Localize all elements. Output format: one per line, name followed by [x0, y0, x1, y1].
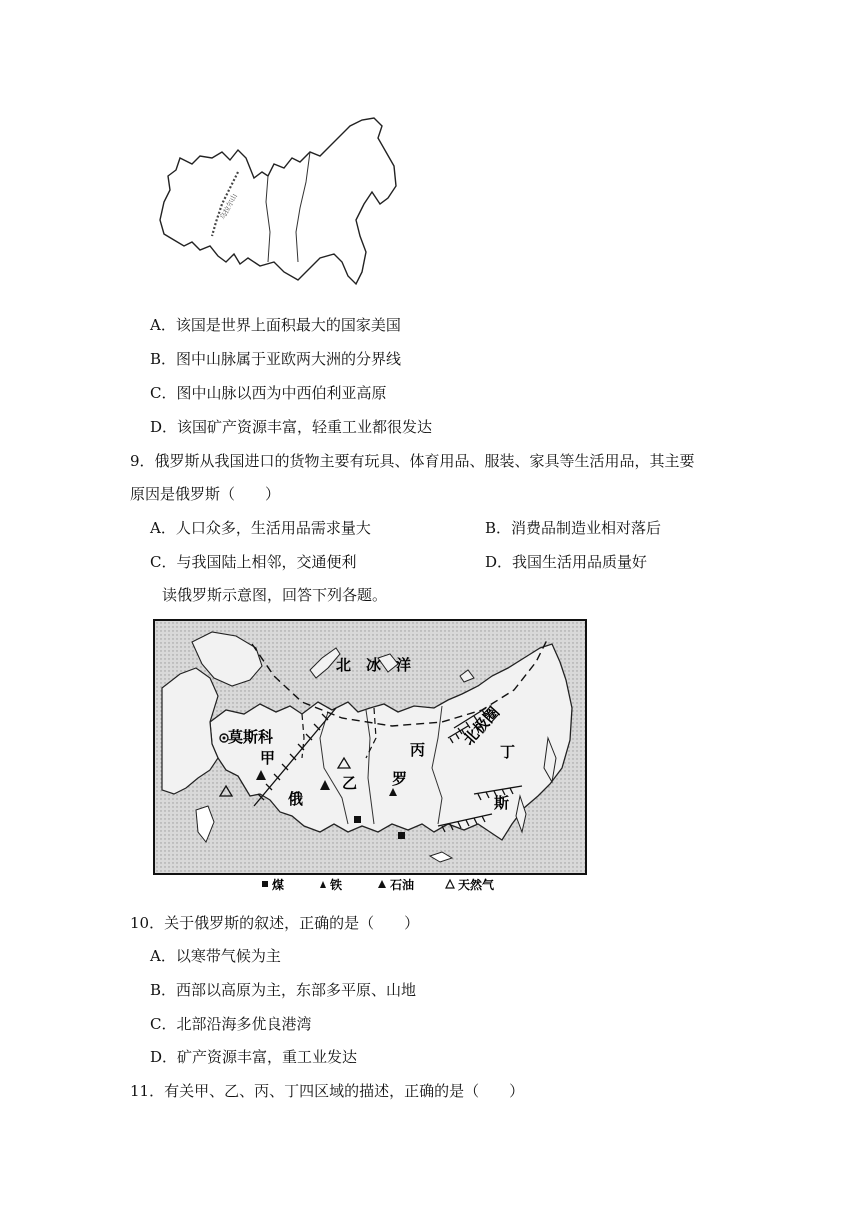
label-bing: 丙 [410, 741, 426, 759]
q8-option-b: B．图中山脉属于亚欧两大洲的分界线 [150, 350, 402, 368]
q8-option-a: A．该国是世界上面积最大的国家美国 [150, 316, 401, 334]
river-lena [296, 152, 310, 262]
q11-stem: 11．有关甲、乙、丙、丁四区域的描述，正确的是（ ） [130, 1082, 525, 1100]
coal-symbol-east [398, 832, 405, 839]
moscow-capital-dot [223, 737, 226, 740]
reading-intro: 读俄罗斯示意图，回答下列各题。 [162, 586, 388, 604]
legend-coal-label: 煤 [272, 878, 285, 892]
ural-mountains-label: 乌拉尔山 [218, 192, 239, 221]
q10-option-a: A．以寒带气候为主 [150, 947, 281, 965]
label-jia: 甲 [260, 749, 276, 767]
coal-symbol-kuzbass [354, 816, 361, 823]
q9-stem-line1: 9．俄罗斯从我国进口的货物主要有玩具、体育用品、服装、家具等生活用品，其主要 [130, 452, 695, 470]
q9-option-b: B．消费品制造业相对落后 [485, 519, 662, 537]
legend-gas-symbol [446, 880, 454, 888]
legend-coal-symbol [262, 881, 268, 887]
legend-oil-symbol [378, 880, 386, 888]
label-luo: 罗 [392, 770, 408, 788]
label-yi: 乙 [342, 774, 358, 792]
label-si: 斯 [494, 794, 510, 812]
label-ocean: 北 冰 洋 [336, 656, 412, 674]
q8-option-d: D．该国矿产资源丰富，轻重工业都很发达 [150, 418, 433, 436]
label-ding: 丁 [500, 743, 516, 761]
label-arctic-circle: 北极圈 [459, 703, 504, 749]
q9-stem-line2: 原因是俄罗斯（ ） [130, 485, 281, 503]
label-e: 俄 [288, 790, 304, 808]
legend-oil-label: 石油 [390, 878, 415, 892]
legend-iron-symbol [320, 881, 326, 888]
q10-option-c: C．北部沿海多优良港湾 [150, 1015, 312, 1033]
legend-gas-label: 天然气 [458, 878, 495, 892]
river-yenisei [266, 176, 270, 262]
label-moscow: 莫斯科 [228, 728, 274, 746]
legend-iron-label: 铁 [330, 878, 343, 892]
russia-outline [160, 118, 396, 284]
q10-option-b: B．西部以高原为主，东部多平原、山地 [150, 981, 417, 999]
q9-option-c: C．与我国陆上相邻，交通便利 [150, 553, 357, 571]
q9-option-a: A．人口众多，生活用品需求量大 [150, 519, 371, 537]
q8-option-c: C．图中山脉以西为中西伯利亚高原 [150, 384, 387, 402]
map-legend [262, 877, 495, 892]
q10-stem: 10．关于俄罗斯的叙述，正确的是（ ） [130, 914, 420, 932]
q9-option-d: D．我国生活用品质量好 [485, 553, 648, 571]
russia-schematic-map [152, 618, 590, 896]
russia-outline-map [150, 112, 400, 294]
q10-option-d: D．矿产资源丰富，重工业发达 [150, 1048, 358, 1066]
